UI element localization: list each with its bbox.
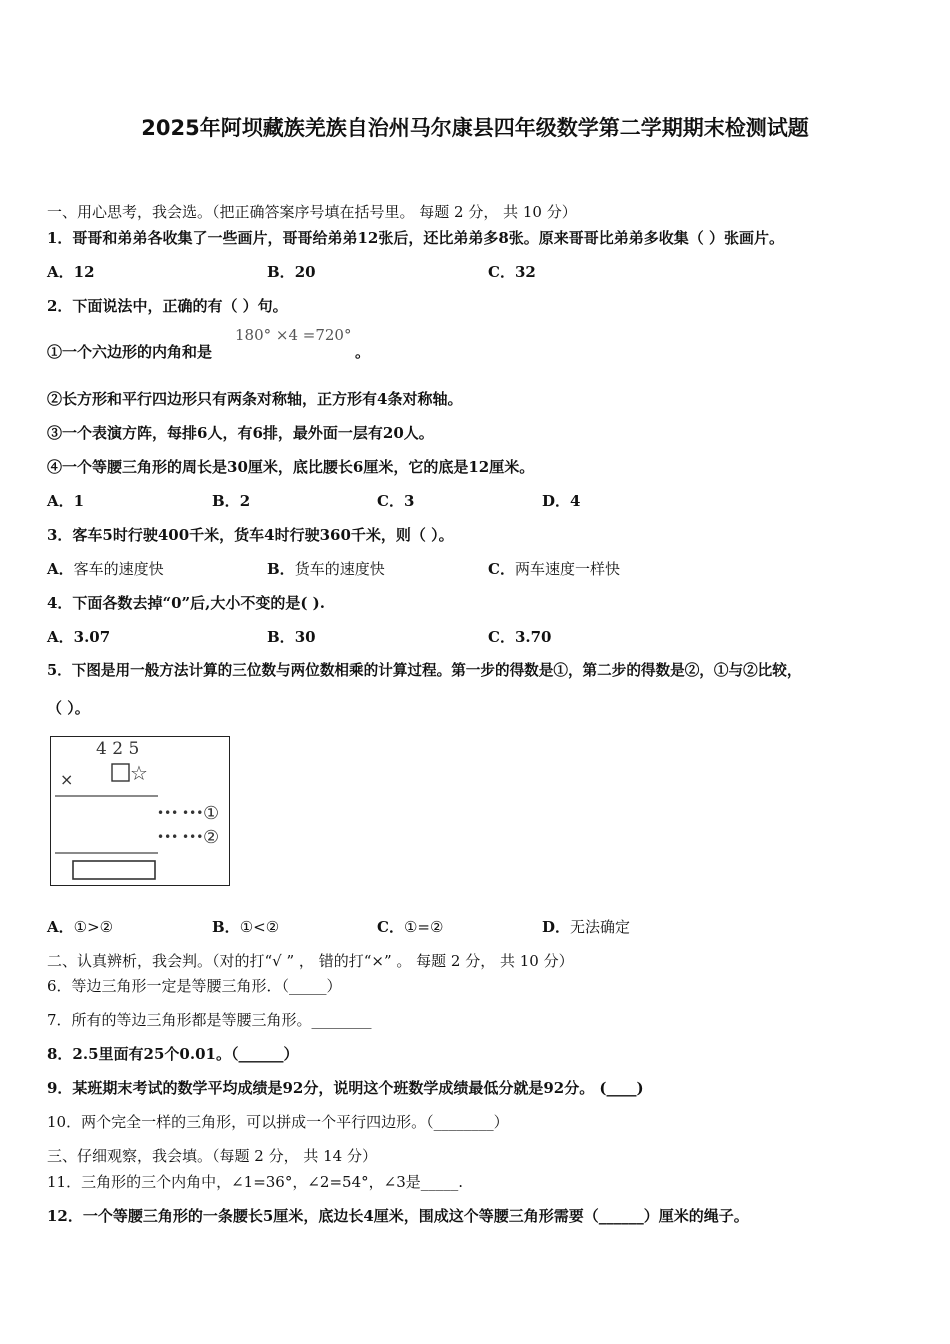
question-10: 10．两个完全一样的三角形，可以拼成一个平行四边形。（________）: [47, 1113, 509, 1131]
q5-option-a: A．①>②: [47, 918, 114, 936]
q2-statement-1: ①一个六边形的内角和是: [47, 343, 213, 361]
question-3-stem: 3．客车5时行驶400千米，货车4时行驶360千米，则（ ）。: [47, 526, 454, 544]
q2-statement-4: ④一个等腰三角形的周长是30厘米，底比腰长6厘米，它的底是12厘米。: [47, 458, 535, 476]
figure-dots-2: ••• •••: [157, 830, 204, 844]
section-2-heading: 二、认真辨析，我会判。（对的打“√ ” ， 错的打“×” 。 每题 2 分， 共 10 分）: [47, 952, 574, 970]
figure-square-box: [112, 764, 129, 781]
star-icon: ☆: [130, 761, 148, 785]
multiplication-figure: [50, 736, 230, 886]
question-1-stem: 1．哥哥和弟弟各收集了一些画片，哥哥给弟弟12张后，还比弟弟多8张。原来哥哥比弟弟多收集（ ）张画片。: [47, 229, 784, 247]
q2-statement-3: ③一个表演方阵，每排6人，有6排，最外面一层有20人。: [47, 424, 434, 442]
q2-option-a: A．1: [47, 492, 85, 510]
section-1-heading: 一、用心思考，我会选。（把正确答案序号填在括号里。 每题 2 分， 共 10 分）: [47, 203, 577, 221]
q5-option-d: D．无法确定: [542, 918, 631, 936]
q2-statement-1-end: 。: [355, 343, 371, 361]
q2-statement-2: ②长方形和平行四边形只有两条对称轴，正方形有4条对称轴。: [47, 390, 463, 408]
q2-option-c: C．3: [377, 492, 415, 510]
q2-formula: 180° ×4 =720°: [235, 326, 352, 344]
q5-option-c: C．①=②: [377, 918, 444, 936]
question-7: 7．所有的等边三角形都是等腰三角形。________: [47, 1011, 372, 1029]
question-9: 9．某班期末考试的数学平均成绩是92分，说明这个班数学成绩最低分就是92分。 (____): [47, 1079, 644, 1097]
question-2-stem: 2．下面说法中，正确的有（ ）句。: [47, 297, 288, 315]
page-title: 2025年阿坝藏族羌族自治州马尔康县四年级数学第二学期期末检测试题: [141, 116, 809, 140]
section-3-heading: 三、仔细观察，我会填。（每题 2 分， 共 14 分）: [47, 1147, 377, 1165]
q3-option-a: A．客车的速度快: [47, 560, 164, 578]
question-6: 6．等边三角形一定是等腰三角形．（_____）: [47, 977, 342, 995]
q1-option-a: A．12: [47, 263, 95, 281]
question-8: 8．2.5里面有25个0.01。（______）: [47, 1045, 299, 1063]
q2-option-b: B．2: [212, 492, 251, 510]
q4-option-c: C．3.70: [488, 628, 552, 646]
question-4-stem: 4．下面各数去掉“0”后,大小不变的是( ).: [47, 594, 325, 612]
q3-option-c: C．两车速度一样快: [488, 560, 620, 578]
q3-option-b: B．货车的速度快: [267, 560, 385, 578]
figure-result-box: [73, 861, 155, 879]
q2-option-d: D．4: [542, 492, 581, 510]
question-5-stem-cont: （ ）。: [47, 699, 90, 717]
figure-mark-1: ①: [203, 803, 220, 824]
question-5-stem: 5．下图是用一般方法计算的三位数与两位数相乘的计算过程。第一步的得数是①，第二步的得数是②，①与②比较，: [47, 662, 802, 679]
question-11: 11．三角形的三个内角中，∠1=36°，∠2=54°，∠3是_____.: [47, 1173, 464, 1191]
q1-option-c: C．32: [488, 263, 536, 281]
q1-option-b: B．20: [267, 263, 316, 281]
figure-mark-2: ②: [203, 827, 220, 848]
q4-option-b: B．30: [267, 628, 316, 646]
question-12: 12．一个等腰三角形的一条腰长5厘米，底边长4厘米，围成这个等腰三角形需要（______）厘米的绳子。: [47, 1207, 749, 1225]
q5-option-b: B．①<②: [212, 918, 280, 936]
figure-number: 4 2 5: [96, 739, 140, 759]
q4-option-a: A．3.07: [47, 628, 111, 646]
figure-times-sign: ×: [60, 770, 74, 789]
figure-dots-1: ••• •••: [157, 806, 204, 820]
